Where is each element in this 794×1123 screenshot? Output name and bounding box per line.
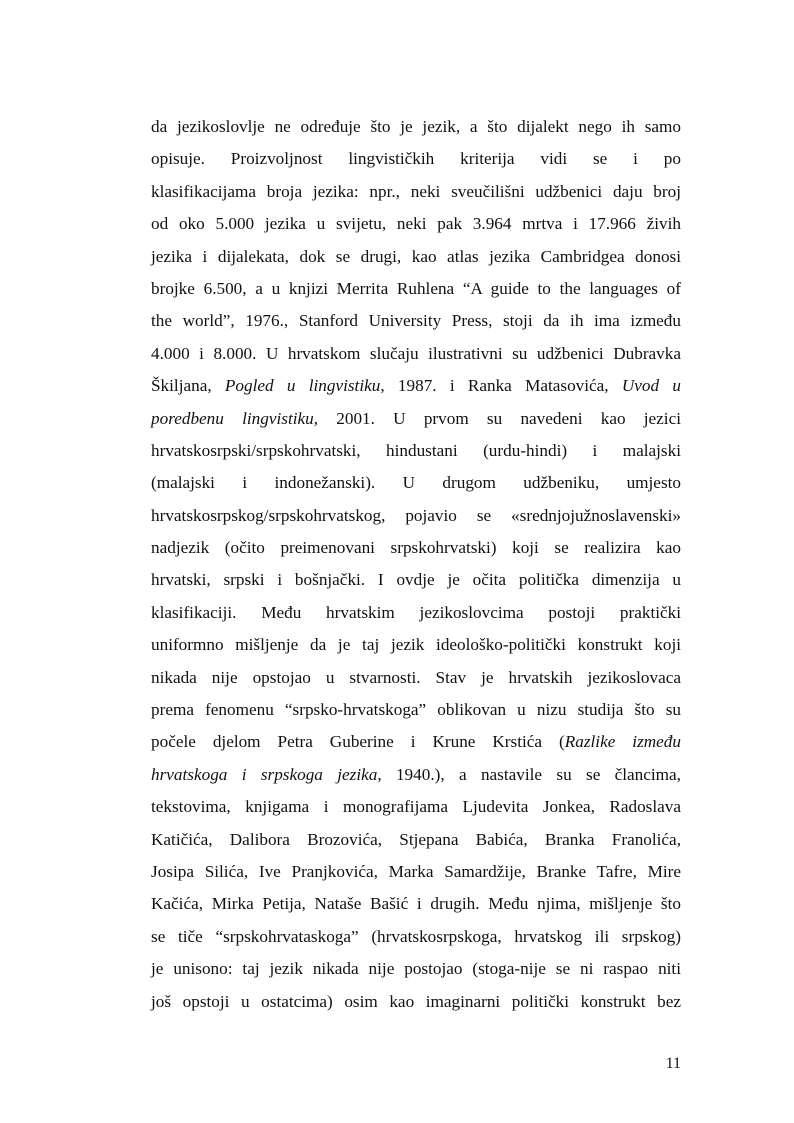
- text-segment: tekstovima, knjigama i monografijama Ljudevita Jonkea, Radoslava: [151, 797, 681, 817]
- text-segment: klasifikaciji. Među hrvatskim jezikoslovcima postoji praktički: [151, 602, 681, 622]
- text-line: [151, 824, 681, 856]
- text-segment: Kačića, Mirka Petija, Nataše Bašić i drugih. Među njima, mišljenje što: [151, 894, 681, 914]
- text-segment: opisuje. Proizvoljnost lingvističkih kriterija vidi se i po: [151, 149, 681, 169]
- text-line: [151, 564, 681, 596]
- text-segment: 4.000 i 8.000. U hrvatskom slučaju ilustrativni su udžbenici Dubravka: [151, 343, 681, 363]
- italic-text: Pogled u lingvistiku: [224, 376, 381, 396]
- text-segment: počele djelom Petra Guberine i Krune Krstića (: [151, 732, 565, 752]
- text-segment: nadjezik (očito preimenovani srpskohrvatski) koji se realizira kao: [151, 538, 681, 558]
- text-line: [151, 467, 681, 499]
- text-line: [151, 759, 681, 791]
- text-line: [151, 111, 681, 143]
- text-line: [151, 921, 681, 953]
- text-segment: nikada nije opstojao u stvarnosti. Stav je hrvatskih jezikoslovaca: [151, 667, 681, 687]
- text-segment: jezika i dijalekata, dok se drugi, kao atlas jezika Cambridgea donosi: [151, 246, 681, 266]
- text-segment: , 2001. U prvom su navedeni kao jezici: [313, 408, 681, 428]
- italic-text: Uvod u: [621, 376, 681, 396]
- text-line: [151, 726, 681, 758]
- text-segment: prema fenomenu “srpsko-hrvatskoga” oblikovan u nizu studija što su: [151, 700, 681, 720]
- text-segment: je unisono: taj jezik nikada nije postojao (stoga-nije se ni raspao niti: [151, 959, 681, 979]
- italic-text: Razlike između: [564, 732, 681, 752]
- text-line: [151, 986, 681, 1018]
- text-segment: Josipa Silića, Ive Pranjkovića, Marka Samardžije, Branke Tafre, Mire: [151, 861, 681, 881]
- text-segment: još opstoji u ostatcima) osim kao imaginarni politički konstrukt bez: [151, 991, 681, 1011]
- text-line: [151, 597, 681, 629]
- text-line: [151, 370, 681, 402]
- text-line: [151, 500, 681, 532]
- text-line: [151, 435, 681, 467]
- text-segment: klasifikacijama broja jezika: npr., neki sveučilišni udžbenici daju broj: [151, 181, 681, 201]
- text-line: [151, 694, 681, 726]
- text-segment: , 1987. i Ranka Matasovića,: [380, 376, 622, 396]
- text-line: [151, 208, 681, 240]
- text-line: [151, 532, 681, 564]
- text-segment: Škiljana,: [151, 376, 225, 396]
- text-segment: uniformno mišljenje da je taj jezik ideološko-politički konstrukt koji: [151, 635, 681, 655]
- text-segment: da jezikoslovlje ne određuje što je jezik, a što dijalekt nego ih samo: [151, 117, 681, 136]
- text-segment: hrvatskosrpski/srpskohrvatski, hindustani (urdu-hindi) i malajski: [151, 440, 681, 460]
- text-line: [151, 143, 681, 175]
- text-line: [151, 241, 681, 273]
- text-line: [151, 273, 681, 305]
- text-segment: the world”, 1976., Stanford University Press, stoji da ih ima između: [151, 311, 681, 331]
- text-segment: hrvatskosrpskog/srpskohrvatskog, pojavio se «srednjojužnoslavenski»: [151, 505, 681, 525]
- text-segment: , 1940.), a nastavile su se člancima,: [377, 764, 681, 784]
- text-line: [151, 856, 681, 888]
- italic-text: poredbenu lingvistiku: [151, 408, 314, 428]
- body-text: [151, 111, 681, 1018]
- page-number: 11: [665, 1055, 681, 1072]
- text-line: [151, 176, 681, 208]
- text-segment: Katičića, Dalibora Brozovića, Stjepana Babića, Branka Franolića,: [151, 829, 681, 849]
- text-line: [151, 888, 681, 920]
- text-segment: brojke 6.500, a u knjizi Merrita Ruhlena “A guide to the languages of: [151, 278, 681, 298]
- text-line: [151, 338, 681, 370]
- text-line: [151, 953, 681, 985]
- text-line: [151, 629, 681, 661]
- text-line: [151, 305, 681, 337]
- text-line: [151, 403, 681, 435]
- text-segment: od oko 5.000 jezika u svijetu, neki pak 3.964 mrtva i 17.966 živih: [151, 214, 681, 234]
- text-segment: se tiče “srpskohrvataskoga” (hrvatskosrpskoga, hrvatskog ili srpskog): [151, 926, 681, 946]
- text-line: [151, 791, 681, 823]
- text-line: [151, 662, 681, 694]
- italic-text: hrvatskoga i srpskoga jezika: [151, 764, 378, 784]
- text-segment: hrvatski, srpski i bošnjački. I ovdje je očita politička dimenzija u: [151, 570, 681, 590]
- text-segment: (malajski i indonežanski). U drugom udžbeniku, umjesto: [151, 473, 681, 493]
